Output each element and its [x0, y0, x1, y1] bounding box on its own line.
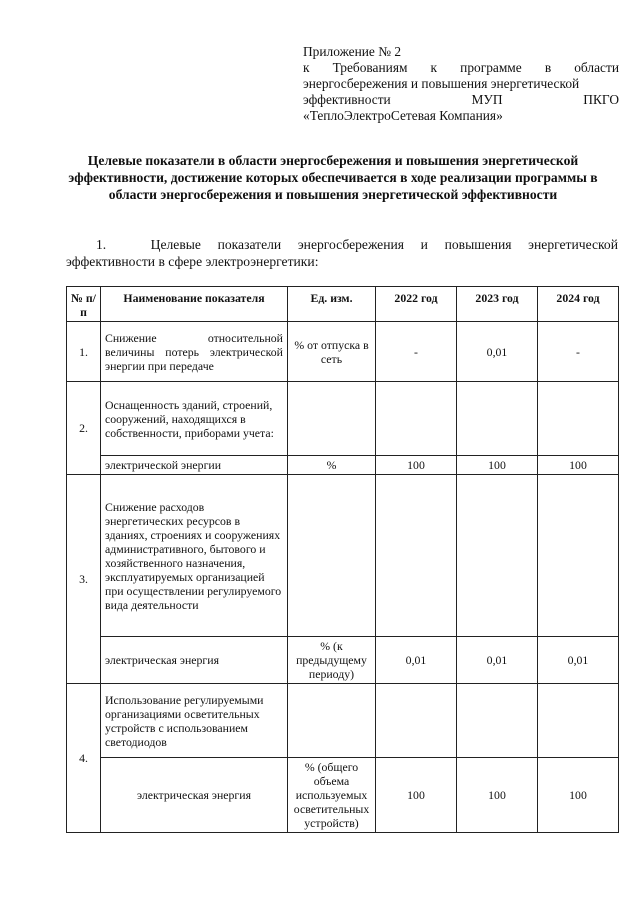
table-row [67, 322, 619, 382]
value-2022: 100 [376, 758, 457, 833]
value-2023: 100 [457, 758, 538, 833]
table-row [67, 684, 619, 758]
header-2022: 2022 год [376, 287, 457, 322]
row-num: 2. [67, 382, 101, 475]
document-title: Целевые показатели в области энергосбережения и повышения энергетической эффективности, достижение которых обеспечивается в ходе реализации программы в области энергосбережения и повышения энергетической эффективности [68, 153, 598, 202]
table-row [67, 382, 619, 456]
appendix-note [303, 44, 619, 124]
indicator-subname: электрическая энергия [101, 637, 288, 684]
appendix-line: эффективности МУП ПКГО [303, 92, 619, 107]
section-paragraph [66, 236, 618, 270]
table-subrow [67, 637, 619, 684]
row-num: 1. [67, 322, 101, 382]
indicator-subname: электрическая энергия [101, 758, 288, 833]
indicator-name: Снижение относительной величины потерь электрической энергии при передаче [101, 322, 288, 382]
value-2024: 100 [538, 758, 619, 833]
value-2022: 0,01 [376, 637, 457, 684]
indicator-name: Использование регулируемыми организациями осветительных устройств с использованием светодиодов [101, 684, 288, 758]
header-num: № п/п [67, 287, 101, 322]
paragraph-number: 1. [96, 237, 107, 252]
indicator-name: Снижение расходов энергетических ресурсов в зданиях, строениях и сооружениях административного, бытового и хозяйственного назначения, эксплуатируемых организацией при осуществлении регулируемого вида деятельности [101, 475, 288, 637]
header-unit: Ед. изм. [288, 287, 376, 322]
indicator-subname: электрической энергии [101, 456, 288, 475]
appendix-line: к Требованиям к программе в области [303, 60, 619, 75]
appendix-title: Приложение № 2 [303, 44, 402, 59]
value-2023: 0,01 [457, 637, 538, 684]
table-subrow [67, 456, 619, 475]
paragraph-text: Целевые показатели энергосбережения и повышения энергетической эффективности в сфере электроэнергетики: [66, 237, 618, 269]
appendix-line: энергосбережения и повышения энергетической [303, 76, 580, 91]
value-2023: 0,01 [457, 322, 538, 382]
table-subrow [67, 758, 619, 833]
value-2022: - [376, 322, 457, 382]
value-2024: - [538, 322, 619, 382]
row-num: 3. [67, 475, 101, 684]
value-2024: 0,01 [538, 637, 619, 684]
indicators-table [66, 286, 619, 833]
indicator-name: Оснащенность зданий, строений, сооружений, находящихся в собственности, приборами учета: [101, 382, 288, 456]
indicator-unit: % (к предыдущему периоду) [288, 637, 376, 684]
header-2023: 2023 год [457, 287, 538, 322]
header-name: Наименование показателя [101, 287, 288, 322]
value-2022: 100 [376, 456, 457, 475]
indicator-unit: % от отпуска в сеть [288, 322, 376, 382]
indicator-unit: % [288, 456, 376, 475]
value-2023: 100 [457, 456, 538, 475]
appendix-line: «ТеплоЭлектроСетевая Компания» [303, 108, 503, 123]
header-2024: 2024 год [538, 287, 619, 322]
indicator-unit: % (общего объема используемых осветительных устройств) [288, 758, 376, 833]
value-2024: 100 [538, 456, 619, 475]
table-header-row [67, 287, 619, 322]
row-num: 4. [67, 684, 101, 833]
table-row [67, 475, 619, 637]
